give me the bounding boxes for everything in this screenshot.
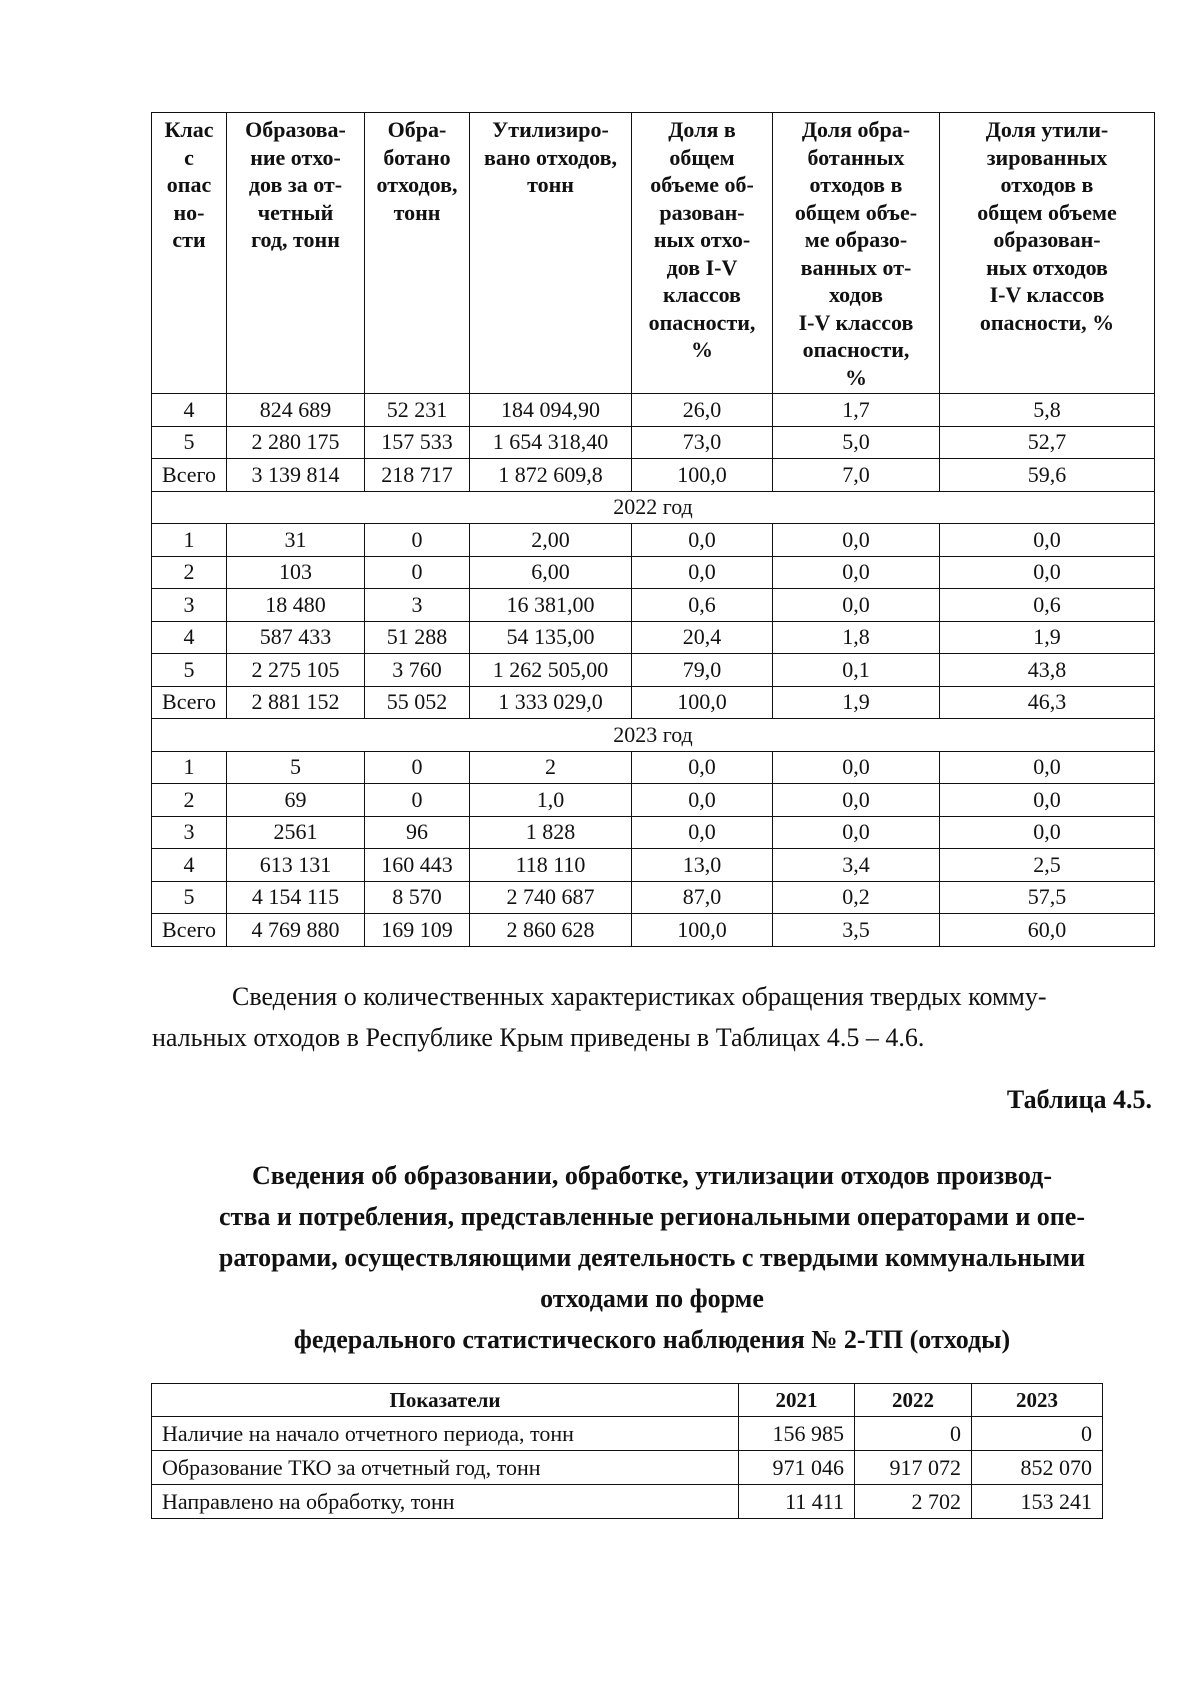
table-cell: 57,5 xyxy=(940,881,1155,914)
table-cell: 3 139 814 xyxy=(227,459,365,492)
table-cell: 3,5 xyxy=(773,914,940,947)
table-cell: 0,0 xyxy=(773,556,940,589)
row-label-cell: 5 xyxy=(152,654,227,687)
table-body xyxy=(152,1417,1103,1519)
table-heading xyxy=(152,1155,1152,1360)
value-cell: 971 046 xyxy=(739,1451,855,1485)
table-cell: 87,0 xyxy=(632,881,773,914)
indicator-label-cell: Направлено на обработку, тонн xyxy=(152,1485,739,1519)
table-cell: 0 xyxy=(365,751,470,784)
table-cell: 103 xyxy=(227,556,365,589)
table-cell: 0,0 xyxy=(632,784,773,817)
table-row xyxy=(152,784,1155,817)
table-row xyxy=(152,1417,1103,1451)
table-cell: 218 717 xyxy=(365,459,470,492)
table-cell: 5 xyxy=(227,751,365,784)
table-header-row xyxy=(152,1384,1103,1417)
table-cell: 60,0 xyxy=(940,914,1155,947)
row-label-cell: 2 xyxy=(152,784,227,817)
table-cell: 0,0 xyxy=(940,816,1155,849)
table-cell: 2 xyxy=(470,751,632,784)
table-cell: 0,0 xyxy=(632,556,773,589)
table-cell: 0,0 xyxy=(773,751,940,784)
table-cell: 79,0 xyxy=(632,654,773,687)
table-cell: 2 881 152 xyxy=(227,686,365,719)
column-header-processed: Обра- ботано отходов, тонн xyxy=(365,113,470,394)
table-cell: 73,0 xyxy=(632,426,773,459)
table-cell: 4 769 880 xyxy=(227,914,365,947)
table-cell: 824 689 xyxy=(227,394,365,427)
table-cell: 3,4 xyxy=(773,849,940,882)
table-cell: 0,0 xyxy=(940,784,1155,817)
row-label-cell: 4 xyxy=(152,621,227,654)
table-cell: 157 533 xyxy=(365,426,470,459)
table-cell: 16 381,00 xyxy=(470,589,632,622)
table-cell: 31 xyxy=(227,524,365,557)
table-cell: 6,00 xyxy=(470,556,632,589)
table-cell: 100,0 xyxy=(632,686,773,719)
row-label-cell: 1 xyxy=(152,751,227,784)
value-cell: 917 072 xyxy=(855,1451,972,1485)
table-cell: 18 480 xyxy=(227,589,365,622)
row-label-cell: Всего xyxy=(152,459,227,492)
row-label-cell: 4 xyxy=(152,394,227,427)
table-cell: 55 052 xyxy=(365,686,470,719)
table-row xyxy=(152,1485,1103,1519)
value-cell: 0 xyxy=(855,1417,972,1451)
table-row xyxy=(152,816,1155,849)
row-label-cell: 4 xyxy=(152,849,227,882)
table-cell: 26,0 xyxy=(632,394,773,427)
value-cell: 11 411 xyxy=(739,1485,855,1519)
table-header-row xyxy=(152,113,1155,394)
table-cell: 54 135,00 xyxy=(470,621,632,654)
table-cell: 59,6 xyxy=(940,459,1155,492)
table-row xyxy=(152,751,1155,784)
table-cell: 51 288 xyxy=(365,621,470,654)
table-cell: 1,7 xyxy=(773,394,940,427)
column-header-2022: 2022 xyxy=(855,1384,972,1417)
table-cell: 20,4 xyxy=(632,621,773,654)
table-cell: 2 740 687 xyxy=(470,881,632,914)
table-cell: 1,9 xyxy=(773,686,940,719)
table-cell: 7,0 xyxy=(773,459,940,492)
table-cell: 2,5 xyxy=(940,849,1155,882)
value-cell: 156 985 xyxy=(739,1417,855,1451)
table-cell: 118 110 xyxy=(470,849,632,882)
table-cell: 1 654 318,40 xyxy=(470,426,632,459)
table-cell: 46,3 xyxy=(940,686,1155,719)
paragraph-line: Сведения о количественных характеристиках обращения твердых комму- xyxy=(232,982,1047,1011)
table-cell: 169 109 xyxy=(365,914,470,947)
table-cell: 0,0 xyxy=(632,751,773,784)
table-cell: 1 262 505,00 xyxy=(470,654,632,687)
table-row xyxy=(152,589,1155,622)
msw-indicators-table xyxy=(151,1383,1103,1519)
table-cell: 5,0 xyxy=(773,426,940,459)
table-cell: 52,7 xyxy=(940,426,1155,459)
row-label-cell: 2 xyxy=(152,556,227,589)
table-cell: 3 760 xyxy=(365,654,470,687)
table-cell: 0,2 xyxy=(773,881,940,914)
table-cell: 2 860 628 xyxy=(470,914,632,947)
heading-line: отходами по форме xyxy=(540,1284,764,1313)
value-cell: 2 702 xyxy=(855,1485,972,1519)
table-cell: 2 275 105 xyxy=(227,654,365,687)
table-cell: 1,8 xyxy=(773,621,940,654)
year-label: 2022 год xyxy=(152,491,1155,524)
table-cell: 43,8 xyxy=(940,654,1155,687)
row-label-cell: Всего xyxy=(152,686,227,719)
table-row xyxy=(152,849,1155,882)
table-row xyxy=(152,459,1155,492)
table-cell: 1,0 xyxy=(470,784,632,817)
column-header-share-generated: Доля в общем объеме об- разован- ных отхо- дов I-V классов опасности, % xyxy=(632,113,773,394)
table-cell: 4 154 115 xyxy=(227,881,365,914)
table-cell: 5,8 xyxy=(940,394,1155,427)
table-cell: 0,0 xyxy=(632,816,773,849)
table-row xyxy=(152,686,1155,719)
year-label: 2023 год xyxy=(152,719,1155,752)
table-row xyxy=(152,524,1155,557)
waste-class-table xyxy=(151,112,1155,947)
table-cell: 0,0 xyxy=(632,524,773,557)
table-cell: 96 xyxy=(365,816,470,849)
table-caption: Таблица 4.5. xyxy=(1006,1085,1152,1114)
table-row xyxy=(152,881,1155,914)
table-cell: 100,0 xyxy=(632,459,773,492)
table-cell: 13,0 xyxy=(632,849,773,882)
indicator-label-cell: Образование ТКО за отчетный год, тонн xyxy=(152,1451,739,1485)
table-cell: 0,0 xyxy=(773,524,940,557)
row-label-cell: 5 xyxy=(152,881,227,914)
table-cell: 1 872 609,8 xyxy=(470,459,632,492)
heading-line: федерального статистического наблюдения № 2-ТП (отходы) xyxy=(293,1325,1011,1354)
table-cell: 3 xyxy=(365,589,470,622)
table-cell: 160 443 xyxy=(365,849,470,882)
table-cell: 0 xyxy=(365,556,470,589)
table-cell: 587 433 xyxy=(227,621,365,654)
row-label-cell: 3 xyxy=(152,589,227,622)
column-header-utilized: Утилизиро- вано отходов, тонн xyxy=(470,113,632,394)
table-cell: 613 131 xyxy=(227,849,365,882)
table-cell: 52 231 xyxy=(365,394,470,427)
year-divider-row xyxy=(152,491,1155,524)
table-cell: 0,1 xyxy=(773,654,940,687)
table-cell: 0,6 xyxy=(940,589,1155,622)
table-cell: 100,0 xyxy=(632,914,773,947)
row-label-cell: 3 xyxy=(152,816,227,849)
table-cell: 1,9 xyxy=(940,621,1155,654)
row-label-cell: 5 xyxy=(152,426,227,459)
column-header-class: Клас с опас но- сти xyxy=(152,113,227,394)
table-row xyxy=(152,621,1155,654)
heading-line: ства и потребления, представленные региональными операторами и опе- xyxy=(219,1202,1085,1231)
table-cell: 0 xyxy=(365,524,470,557)
table-cell: 8 570 xyxy=(365,881,470,914)
table-cell: 0 xyxy=(365,784,470,817)
table-cell: 0,0 xyxy=(773,816,940,849)
row-label-cell: 1 xyxy=(152,524,227,557)
table-cell: 1 333 029,0 xyxy=(470,686,632,719)
row-label-cell: Всего xyxy=(152,914,227,947)
table-row xyxy=(152,556,1155,589)
column-header-share-utilized: Доля утили- зированных отходов в общем объеме образован- ных отходов I-V классов опасности, % xyxy=(940,113,1155,394)
table-cell: 2561 xyxy=(227,816,365,849)
table-cell: 0,0 xyxy=(773,784,940,817)
value-cell: 852 070 xyxy=(972,1451,1103,1485)
heading-line: раторами, осуществляющими деятельность с твердыми коммунальными xyxy=(218,1243,1086,1272)
table-row xyxy=(152,426,1155,459)
indicator-label-cell: Наличие на начало отчетного периода, тонн xyxy=(152,1417,739,1451)
year-divider-row xyxy=(152,719,1155,752)
table-cell: 1 828 xyxy=(470,816,632,849)
heading-line: Сведения об образовании, обработке, утилизации отходов производ- xyxy=(252,1161,1052,1190)
column-header-2023: 2023 xyxy=(972,1384,1103,1417)
table-body xyxy=(152,394,1155,947)
value-cell: 0 xyxy=(972,1417,1103,1451)
table-cell: 2,00 xyxy=(470,524,632,557)
column-header-indicator: Показатели xyxy=(152,1384,739,1417)
table-cell: 0,6 xyxy=(632,589,773,622)
column-header-share-processed: Доля обра- ботанных отходов в общем объе- ме образо- ванных от- ходов I-V классов опасности, % xyxy=(773,113,940,394)
table-cell: 2 280 175 xyxy=(227,426,365,459)
table-cell: 0,0 xyxy=(940,556,1155,589)
table-cell: 69 xyxy=(227,784,365,817)
table-row xyxy=(152,914,1155,947)
column-header-generated: Образова- ние отхо- дов за от- четный год, тонн xyxy=(227,113,365,394)
table-row xyxy=(152,654,1155,687)
column-header-2021: 2021 xyxy=(739,1384,855,1417)
body-paragraph xyxy=(152,976,1152,1058)
paragraph-line: нальных отходов в Республике Крым приведены в Таблицах 4.5 – 4.6. xyxy=(152,1023,925,1052)
table-cell: 0,0 xyxy=(940,751,1155,784)
table-cell: 0,0 xyxy=(940,524,1155,557)
table-row xyxy=(152,1451,1103,1485)
table-cell: 0,0 xyxy=(773,589,940,622)
value-cell: 153 241 xyxy=(972,1485,1103,1519)
table-row xyxy=(152,394,1155,427)
table-cell: 184 094,90 xyxy=(470,394,632,427)
